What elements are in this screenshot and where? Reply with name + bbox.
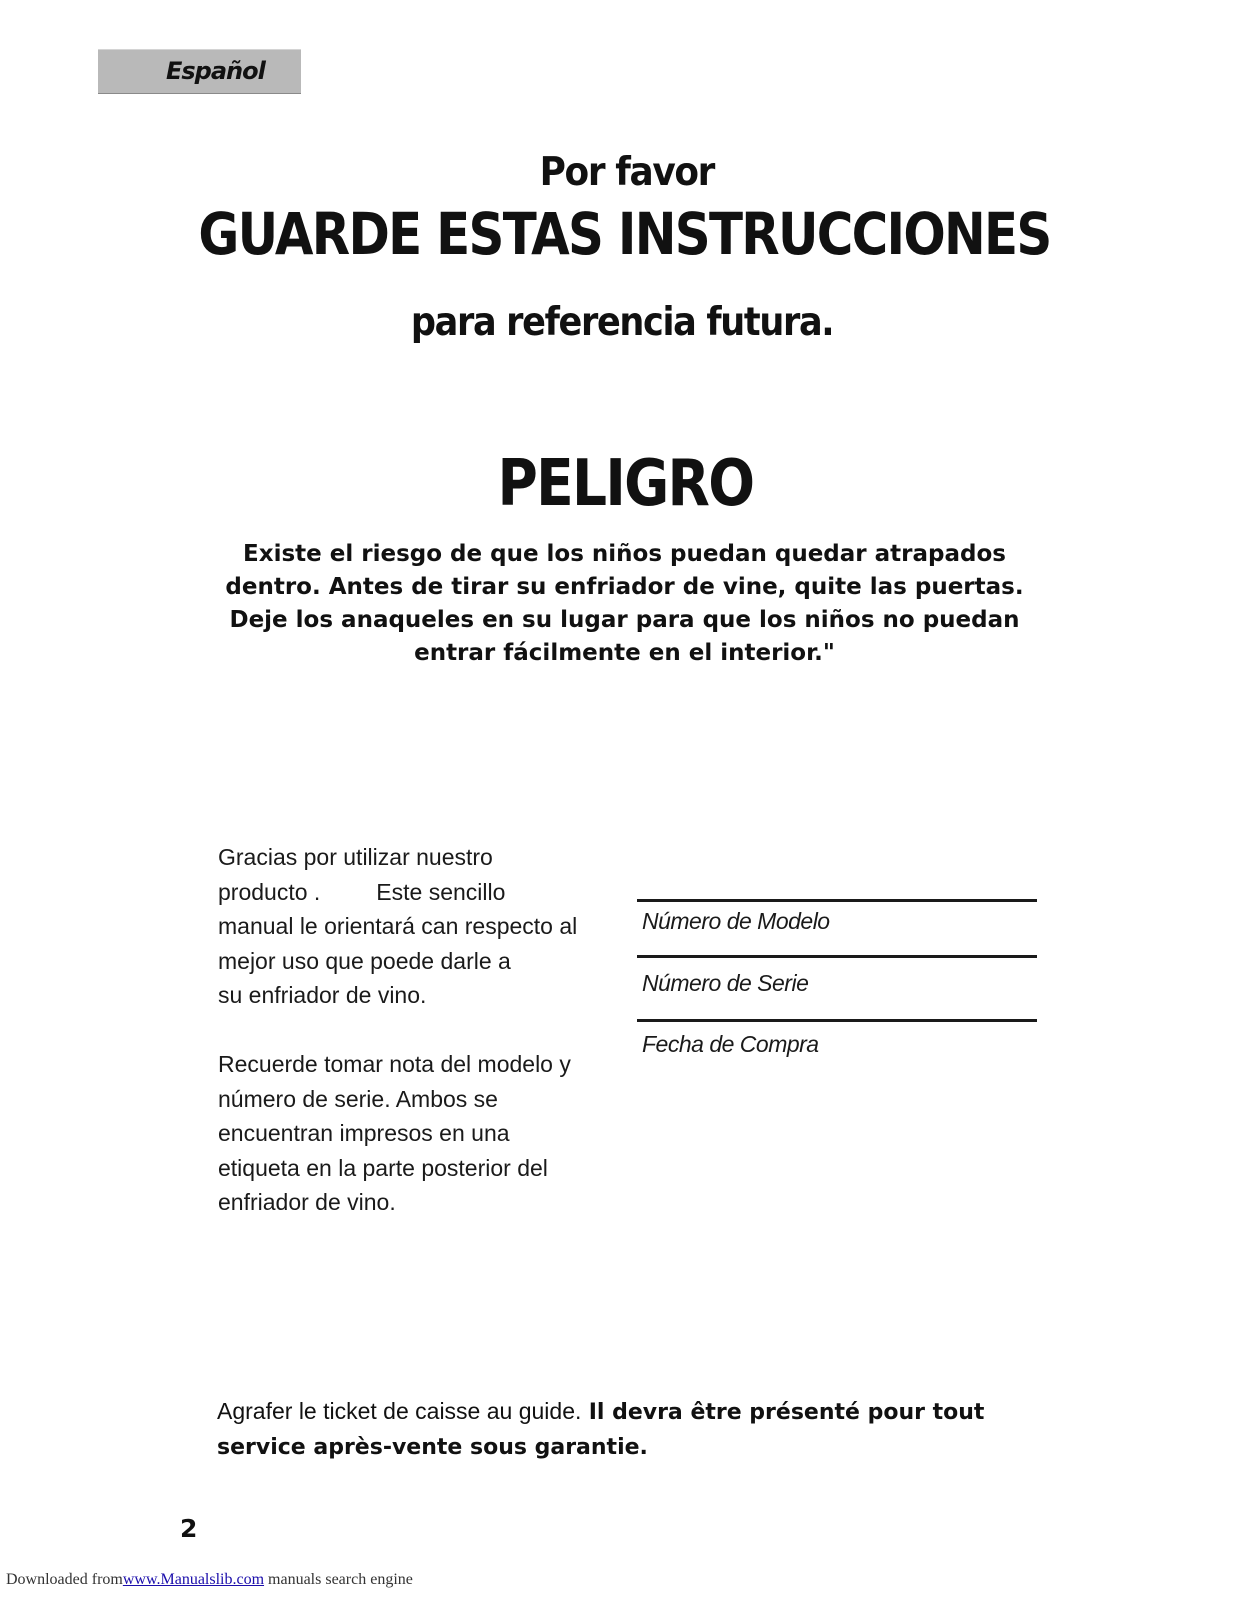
paragraph-line: su enfriador de vino. <box>218 982 427 1008</box>
footer-prefix: Downloaded from <box>6 1571 123 1588</box>
danger-line: Existe el riesgo de que los niños puedan quedar atrapados <box>243 541 1006 567</box>
language-label: Español <box>166 57 265 85</box>
danger-line: dentro. Antes de tirar su enfriador de vine, quite las puertas. <box>225 574 1024 600</box>
paragraph-line: mejor uso que poede darle a <box>218 947 511 974</box>
paragraph-line: Recuerde tomar nota del modelo y <box>218 1051 571 1077</box>
purchase-date-line <box>637 1019 1037 1022</box>
paragraph-line: encuentran impresos en una <box>218 1120 510 1146</box>
danger-line: Deje los anaqueles en su lugar para que los niños no puedan <box>229 607 1020 633</box>
receipt-note-bold-2: service après-vente sous garantie. <box>217 1435 648 1460</box>
danger-line: entrar fácilmente en el interior." <box>414 640 835 666</box>
record-reminder-paragraph <box>218 1047 618 1220</box>
please-heading: Por favor <box>539 150 714 195</box>
for-reference-heading: para referencia futura. <box>410 300 834 345</box>
model-number-line <box>637 899 1037 902</box>
receipt-note <box>217 1394 1047 1465</box>
purchase-date-label: Fecha de Compra <box>642 1031 819 1057</box>
paragraph-fragment: producto . <box>218 878 321 905</box>
paragraph-line: enfriador de vino. <box>218 1189 396 1215</box>
paragraph-line: número de serie. Ambos se <box>218 1085 498 1112</box>
receipt-note-bold: Il devra être présenté pour tout <box>588 1400 985 1425</box>
serial-number-label: Número de Serie <box>642 970 809 996</box>
receipt-note-plain: Agrafer le ticket de caisse au guide. <box>217 1398 582 1424</box>
serial-number-line <box>637 955 1037 958</box>
save-instructions-heading: GUARDE ESTAS INSTRUCCIONES <box>198 200 1051 268</box>
download-footer <box>6 1571 413 1589</box>
manualslib-link[interactable]: www.Manualslib.com <box>122 1571 265 1588</box>
danger-warning-text <box>160 538 1089 670</box>
paragraph-line <box>218 875 618 910</box>
danger-title: PELIGRO <box>497 447 754 521</box>
footer-suffix: manuals search engine <box>268 1571 413 1588</box>
paragraph-line: etiqueta en la parte posterior del <box>218 1154 548 1181</box>
language-tab <box>98 49 301 94</box>
page-number: 2 <box>180 1514 198 1543</box>
model-number-label: Número de Modelo <box>642 908 830 934</box>
paragraph-fragment: Este sencillo <box>376 878 506 905</box>
paragraph-line: Gracias por utilizar nuestro <box>218 844 493 870</box>
thank-you-paragraph <box>218 840 618 1013</box>
paragraph-line: manual le orientará can respecto al <box>218 913 578 939</box>
